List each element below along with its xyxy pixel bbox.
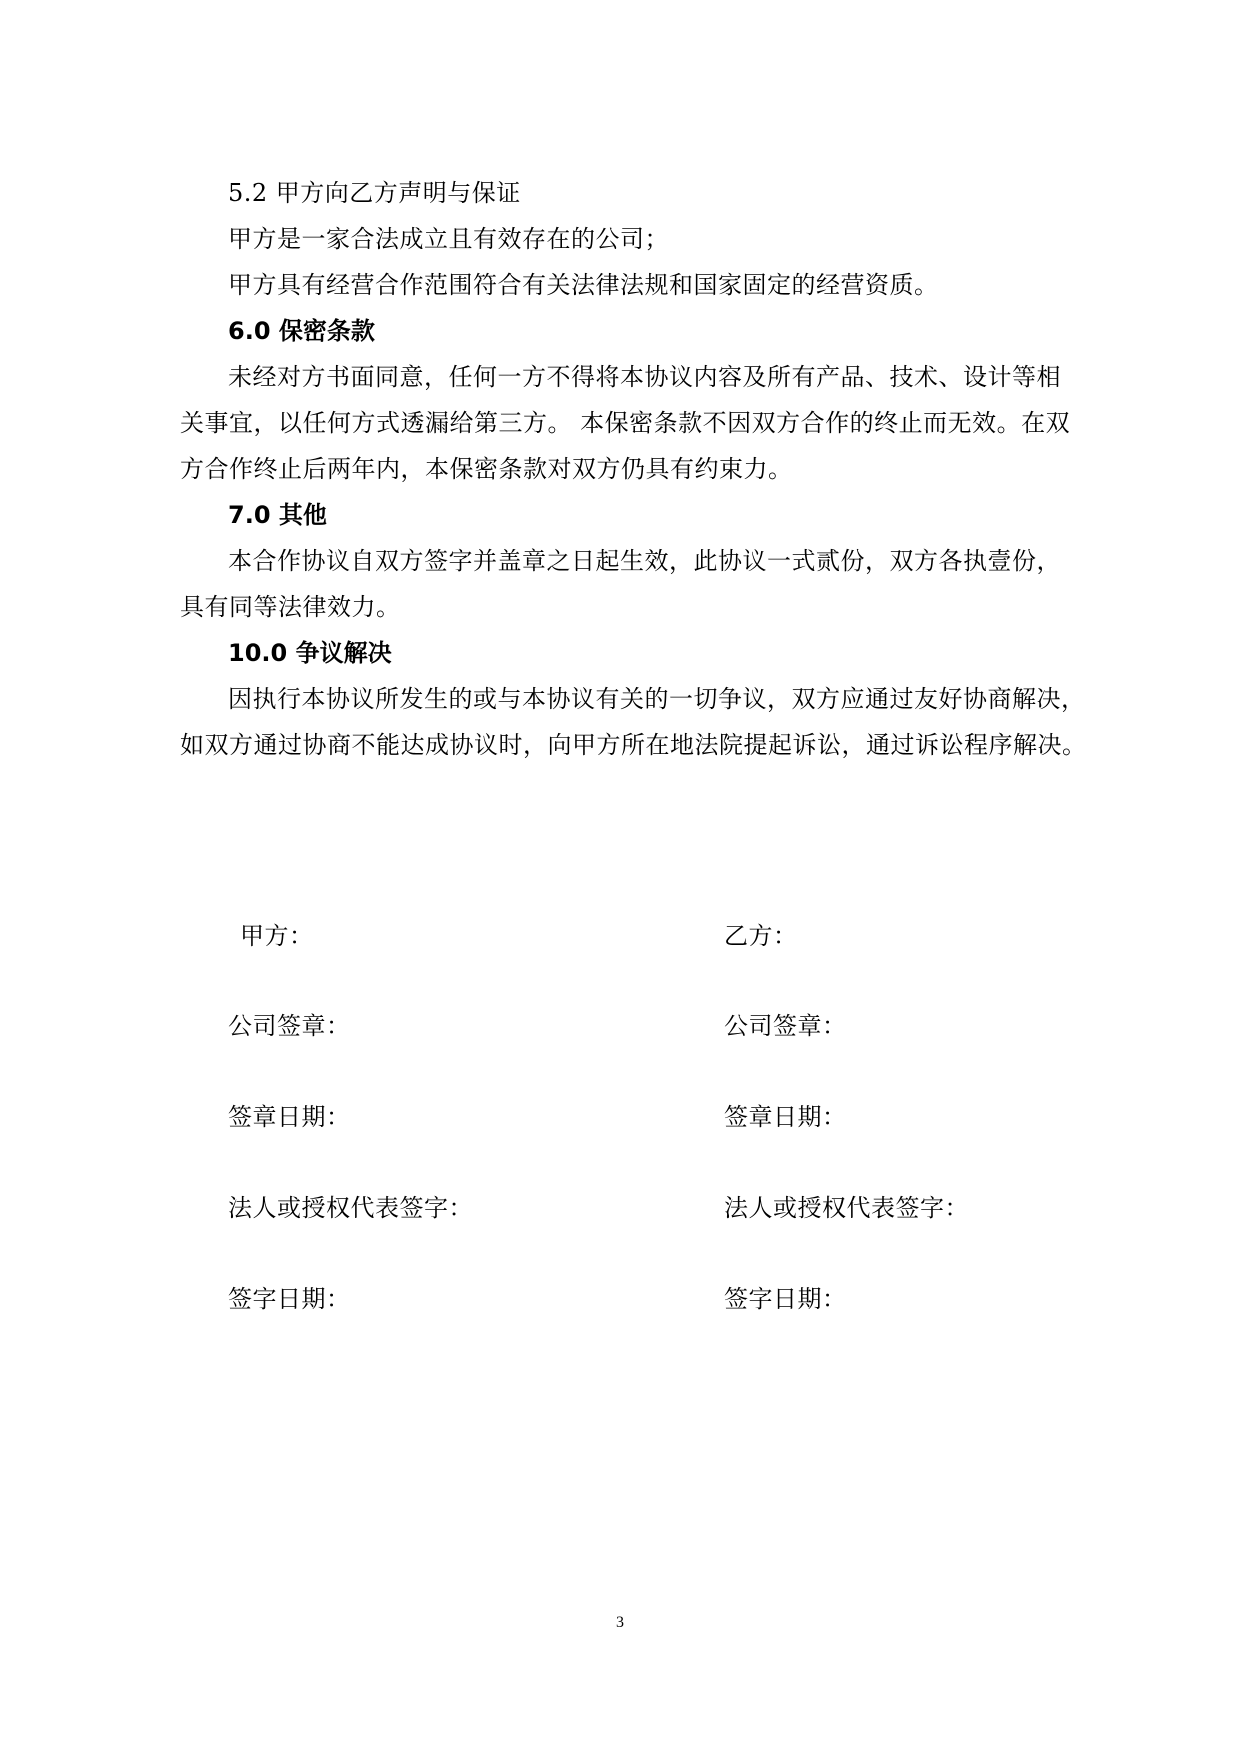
- section-5-2-heading: 5.2 甲方向乙方声明与保证: [228, 179, 521, 207]
- section-6-line: 未经对方书面同意，任何一方不得将本协议内容及所有产品、技术、设计等相: [228, 363, 1061, 391]
- party-a-representative-label: 法人或授权代表签字：: [228, 1194, 473, 1222]
- section-10-heading: 10.0 争议解决: [228, 639, 392, 667]
- section-5-2-item: 甲方具有经营合作范围符合有关法律法规和国家固定的经营资质。: [228, 271, 939, 299]
- party-b-seal-date-label: 签章日期：: [724, 1103, 847, 1131]
- party-a-seal-label: 公司签章：: [228, 1012, 351, 1040]
- page-number: 3: [616, 1614, 624, 1631]
- section-7-line: 本合作协议自双方签字并盖章之日起生效，此协议一式贰份，双方各执壹份，: [228, 547, 1061, 575]
- party-b-seal-label: 公司签章：: [724, 1012, 847, 1040]
- party-a-sign-date-label: 签字日期：: [228, 1285, 351, 1313]
- party-b-sign-date-label: 签字日期：: [724, 1285, 847, 1313]
- party-a-label: 甲方：: [240, 922, 314, 950]
- party-b-label: 乙方：: [724, 922, 798, 950]
- section-6-line: 方合作终止后两年内，本保密条款对双方仍具有约束力。: [180, 455, 793, 483]
- section-5-2-item: 甲方是一家合法成立且有效存在的公司；: [228, 225, 669, 253]
- section-10-line: 如双方通过协商不能达成协议时，向甲方所在地法院提起诉讼，通过诉讼程序解决。: [180, 731, 1087, 759]
- section-6-heading: 6.0 保密条款: [228, 317, 375, 345]
- party-a-seal-date-label: 签章日期：: [228, 1103, 351, 1131]
- section-10-line: 因执行本协议所发生的或与本协议有关的一切争议，双方应通过友好协商解决，: [228, 685, 1086, 713]
- agreement-body: [180, 170, 1088, 768]
- section-7-heading: 7.0 其他: [228, 501, 327, 529]
- party-b-representative-label: 法人或授权代表签字：: [724, 1194, 969, 1222]
- section-6-line: 关事宜，以任何方式透漏给第三方。 本保密条款不因双方合作的终止而无效。在双: [180, 409, 1071, 437]
- section-7-line: 具有同等法律效力。: [180, 593, 401, 621]
